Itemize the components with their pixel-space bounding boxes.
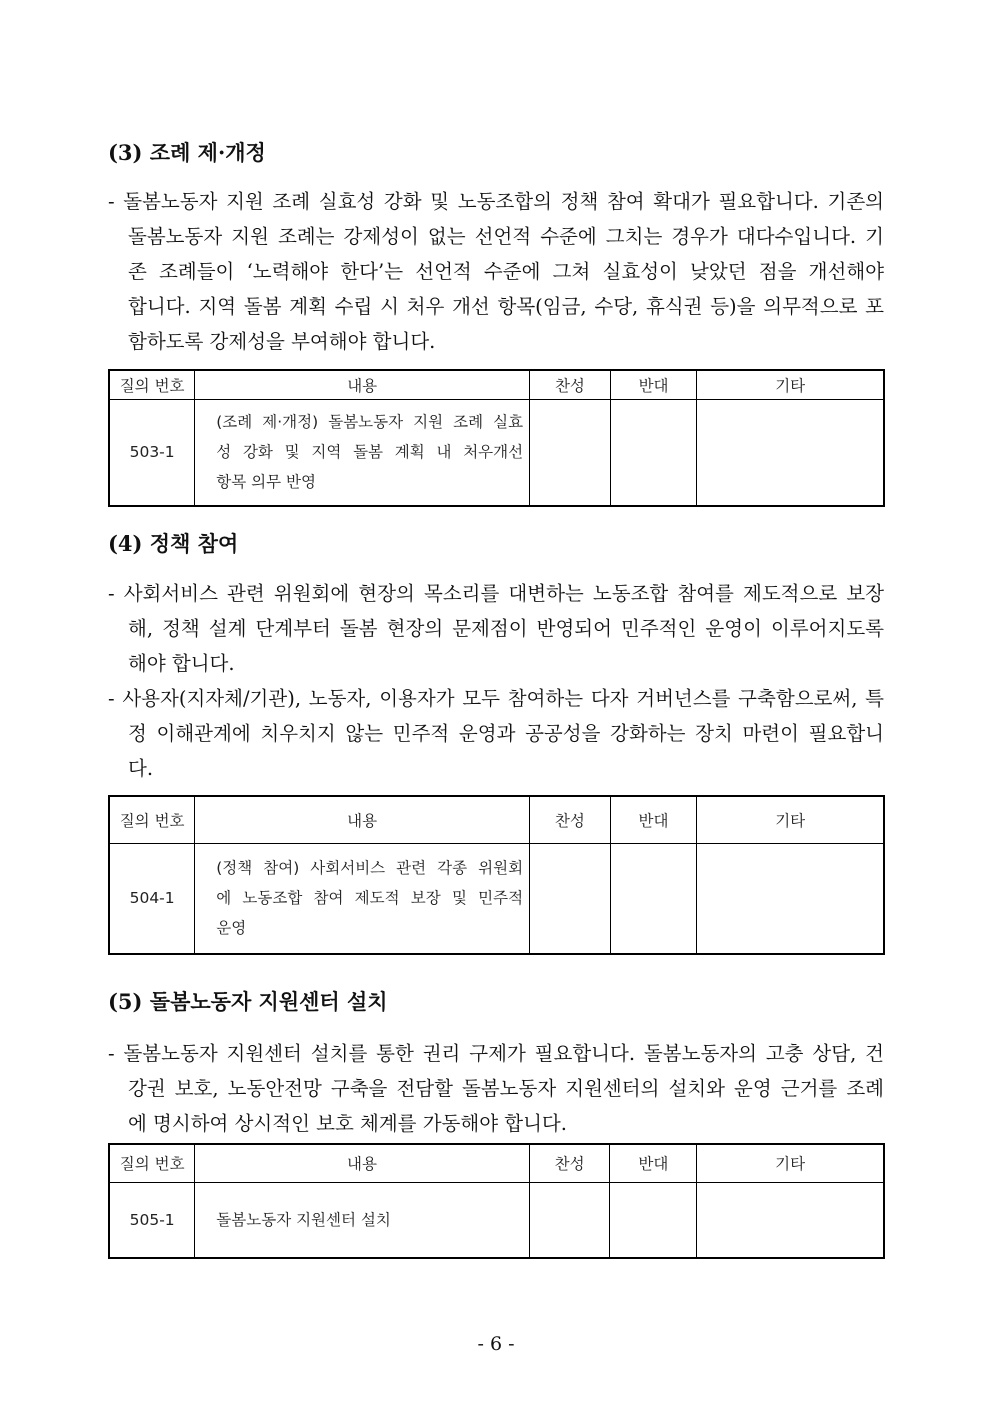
header-against: 반대 [610, 370, 697, 399]
vote-against-cell[interactable] [610, 1182, 697, 1258]
paragraph-line: - 사회서비스 관련 위원회에 현장의 목소리를 대변하는 노동조합 참여를 제도적으로 보장 [108, 582, 884, 605]
question-number: 505-1 [109, 1182, 195, 1258]
content-line: 운영 [216, 919, 247, 938]
vote-against-cell[interactable] [610, 843, 697, 954]
paragraph-line: 합니다. 지역 돌봄 계획 수립 시 처우 개선 항목(임금, 수당, 휴식권 등)을 의무적으로 포 [128, 295, 884, 318]
content-line: 에 노동조합 참여 제도적 보장 및 민주적 [216, 889, 524, 908]
paragraph-line: 에 명시하여 상시적인 보호 체계를 가동해야 합니다. [128, 1112, 567, 1135]
table-row [109, 1182, 884, 1258]
question-content [195, 1182, 529, 1258]
vote-table-504 [108, 795, 885, 955]
section-heading-5: (5) 돌봄노동자 지원센터 설치 [108, 989, 388, 1014]
header-number: 질의 번호 [109, 796, 195, 843]
vote-against-cell[interactable] [610, 399, 697, 506]
vote-table-505 [108, 1143, 885, 1259]
table-row [109, 399, 884, 506]
header-other: 기타 [697, 1144, 884, 1182]
header-content: 내용 [195, 1144, 529, 1182]
vote-other-cell[interactable] [697, 843, 884, 954]
question-number: 503-1 [109, 399, 195, 506]
vote-other-cell[interactable] [697, 399, 884, 506]
header-for: 찬성 [529, 1144, 610, 1182]
header-for: 찬성 [530, 370, 611, 399]
paragraph-line: - 사용자(지자체/기관), 노동자, 이용자가 모두 참여하는 다자 거버넌스를 구축함으로써, 특 [108, 687, 884, 710]
table-row [109, 843, 884, 954]
header-number: 질의 번호 [109, 1144, 195, 1182]
paragraph-line: - 돌봄노동자 지원센터 설치를 통한 권리 구제가 필요합니다. 돌봄노동자의 고충 상담, 건 [108, 1042, 884, 1065]
content-line: 성 강화 및 지역 돌봄 계획 내 처우개선 [216, 443, 524, 462]
vote-for-cell[interactable] [529, 1182, 610, 1258]
header-against: 반대 [610, 796, 697, 843]
header-for: 찬성 [530, 796, 611, 843]
paragraph-line: 함하도록 강제성을 부여해야 합니다. [128, 330, 436, 353]
header-other: 기타 [697, 370, 884, 399]
section-5-paragraph [108, 1036, 884, 1141]
header-other: 기타 [697, 796, 884, 843]
paragraph-line: 해, 정책 설계 단계부터 돌봄 현장의 문제점이 반영되어 민주적인 운영이 이루어지도록 [128, 617, 884, 640]
header-against: 반대 [610, 1144, 697, 1182]
section-heading-3: (3) 조례 제·개정 [108, 140, 266, 165]
question-content [195, 399, 530, 506]
vote-table-503 [108, 369, 885, 507]
content-line: (조례 제·개정) 돌봄노동자 지원 조례 실효 [216, 413, 524, 432]
paragraph-line: - 돌봄노동자 지원 조례 실효성 강화 및 노동조합의 정책 참여 확대가 필요합니다. 기존의 [108, 190, 884, 213]
question-content [195, 843, 530, 954]
paragraph-line: 돌봄노동자 지원 조례는 강제성이 없는 선언적 수준에 그치는 경우가 대다수입니다. 기 [128, 225, 884, 248]
paragraph-line: 존 조례들이 ‘노력해야 한다’는 선언적 수준에 그쳐 실효성이 낮았던 점을 개선해야 [128, 260, 884, 283]
section-4-paragraph-2 [108, 681, 884, 786]
paragraph-line: 정 이해관계에 치우치지 않는 민주적 운영과 공공성을 강화하는 장치 마련이 필요합니 [128, 722, 884, 745]
section-heading-4: (4) 정책 참여 [108, 531, 239, 556]
paragraph-line: 강권 보호, 노동안전망 구축을 전담할 돌봄노동자 지원센터의 설치와 운영 근거를 조례 [128, 1077, 884, 1100]
header-content: 내용 [195, 370, 530, 399]
header-number: 질의 번호 [109, 370, 195, 399]
vote-for-cell[interactable] [530, 843, 611, 954]
vote-for-cell[interactable] [530, 399, 611, 506]
content-line: 돌봄노동자 지원센터 설치 [216, 1210, 391, 1229]
vote-other-cell[interactable] [697, 1182, 884, 1258]
paragraph-line: 해야 합니다. [128, 652, 235, 675]
section-4-paragraph-1 [108, 576, 884, 681]
paragraph-line: 다. [128, 757, 154, 780]
question-number: 504-1 [109, 843, 195, 954]
section-3-paragraph [108, 184, 884, 359]
page-number: - 6 - [477, 1333, 515, 1355]
content-line: (정책 참여) 사회서비스 관련 각종 위원회 [216, 859, 524, 878]
content-line: 항목 의무 반영 [216, 473, 316, 492]
header-content: 내용 [195, 796, 530, 843]
